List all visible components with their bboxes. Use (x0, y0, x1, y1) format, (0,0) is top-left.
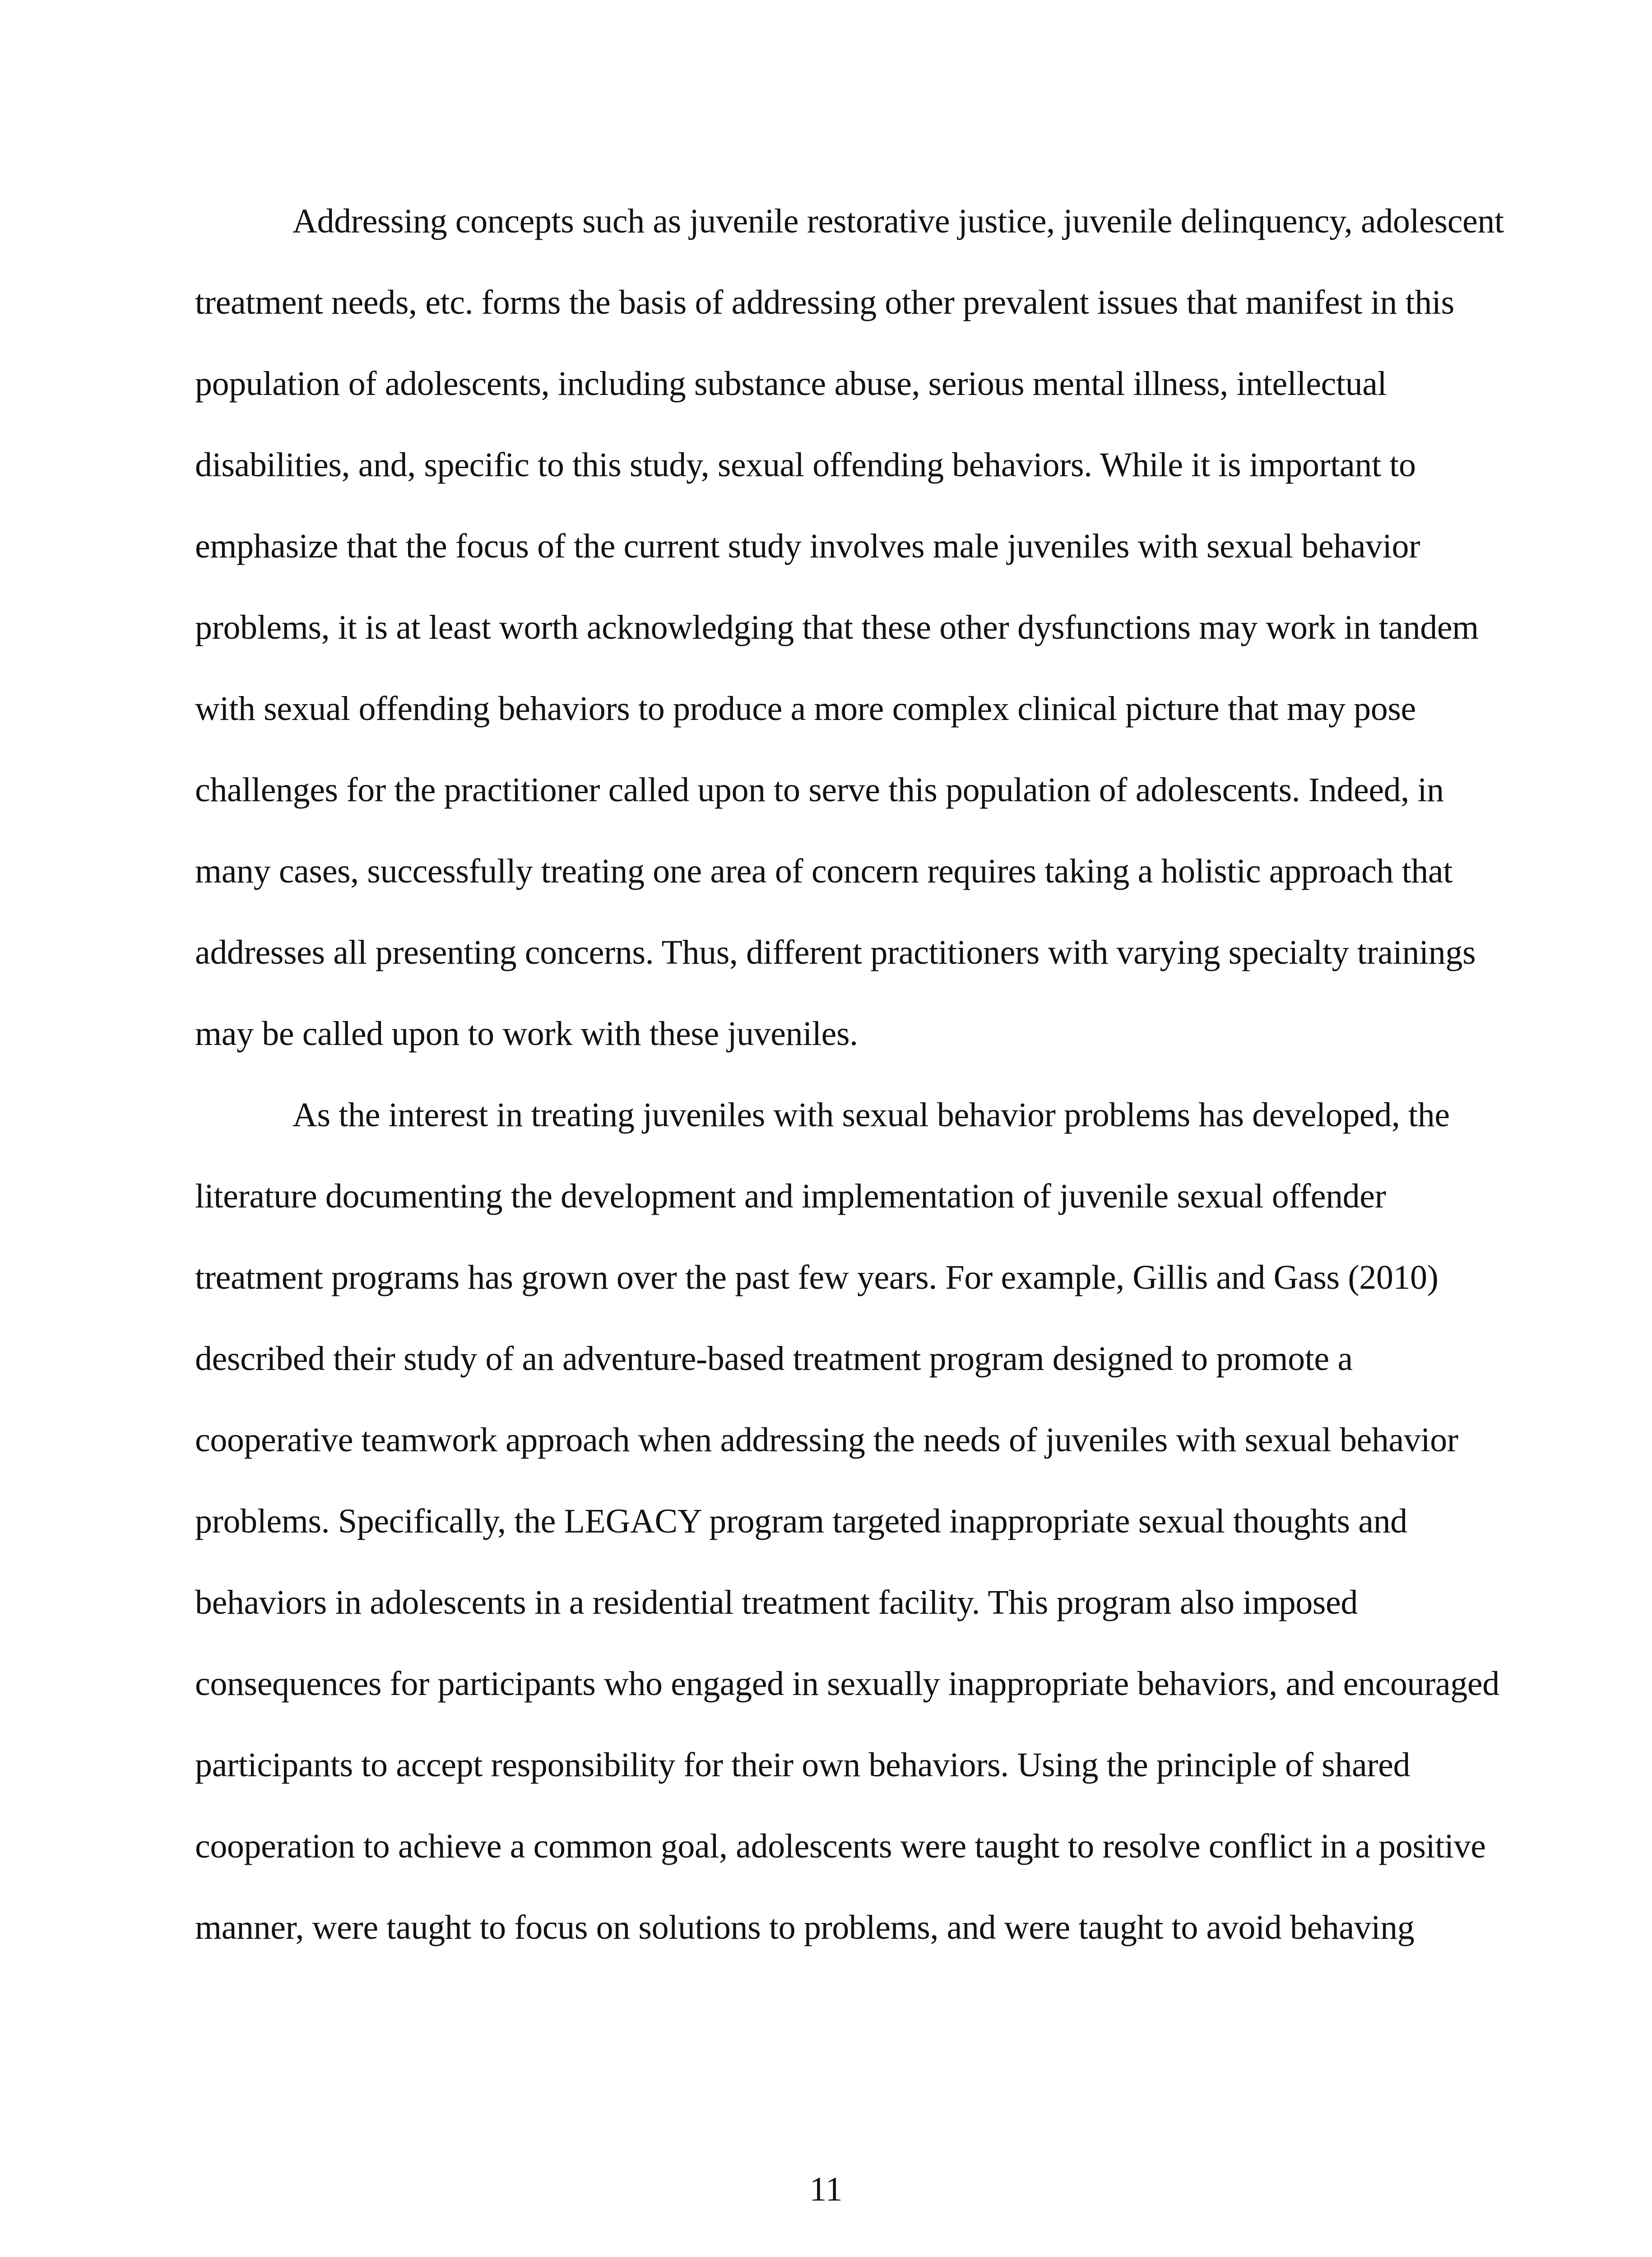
paragraph-2-line-6: problems. Specifically, the LEGACY program targeted inappropriate sexual thoughts and (195, 1502, 1407, 1540)
paragraph-1-line-7: with sexual offending behaviors to produce a more complex clinical picture that may pose (195, 690, 1416, 728)
paragraph-2-line-11: manner, were taught to focus on solutions to problems, and were taught to avoid behaving (195, 1909, 1415, 1946)
paragraph-1-line-4: disabilities, and, specific to this study, sexual offending behaviors. While it is important to (195, 446, 1416, 484)
paragraph-1-line-8: challenges for the practitioner called upon to serve this population of adolescents. Indeed, in (195, 771, 1444, 809)
paragraph-1-line-11: may be called upon to work with these juveniles. (195, 1015, 858, 1053)
paragraph-2-line-4: described their study of an adventure-based treatment program designed to promote a (195, 1340, 1353, 1378)
paragraph-1-line-10: addresses all presenting concerns. Thus, different practitioners with varying specialty trainings (195, 933, 1476, 971)
paragraph-1-line-9: many cases, successfully treating one area of concern requires taking a holistic approach that (195, 852, 1452, 890)
paragraph-2-line-9: participants to accept responsibility for their own behaviors. Using the principle of shared (195, 1746, 1411, 1784)
paragraph-1-line-6: problems, it is at least worth acknowledging that these other dysfunctions may work in tandem (195, 608, 1479, 646)
paragraph-2-line-2: literature documenting the development and implementation of juvenile sexual offender (195, 1177, 1386, 1215)
paragraph-2-line-10: cooperation to achieve a common goal, adolescents were taught to resolve conflict in a positive (195, 1827, 1486, 1865)
paragraph-2-line-1: As the interest in treating juveniles with sexual behavior problems has developed, the (292, 1096, 1450, 1134)
paragraph-2-line-5: cooperative teamwork approach when addressing the needs of juveniles with sexual behavior (195, 1421, 1458, 1459)
paragraph-2-line-7: behaviors in adolescents in a residential treatment facility. This program also imposed (195, 1584, 1358, 1621)
page-number: 11 (809, 2170, 843, 2208)
paragraph-2-line-8: consequences for participants who engaged in sexually inappropriate behaviors, and encouraged (195, 1665, 1499, 1703)
paragraph-1-line-3: population of adolescents, including substance abuse, serious mental illness, intellectual (195, 365, 1387, 403)
paragraph-1-line-2: treatment needs, etc. forms the basis of addressing other prevalent issues that manifest in this (195, 283, 1454, 321)
paragraph-1-line-1: Addressing concepts such as juvenile restorative justice, juvenile delinquency, adolescent (292, 202, 1504, 240)
paragraph-1-line-5: emphasize that the focus of the current study involves male juveniles with sexual behavior (195, 527, 1420, 565)
paragraph-2-line-3: treatment programs has grown over the past few years. For example, Gillis and Gass (2010) (195, 1259, 1439, 1296)
